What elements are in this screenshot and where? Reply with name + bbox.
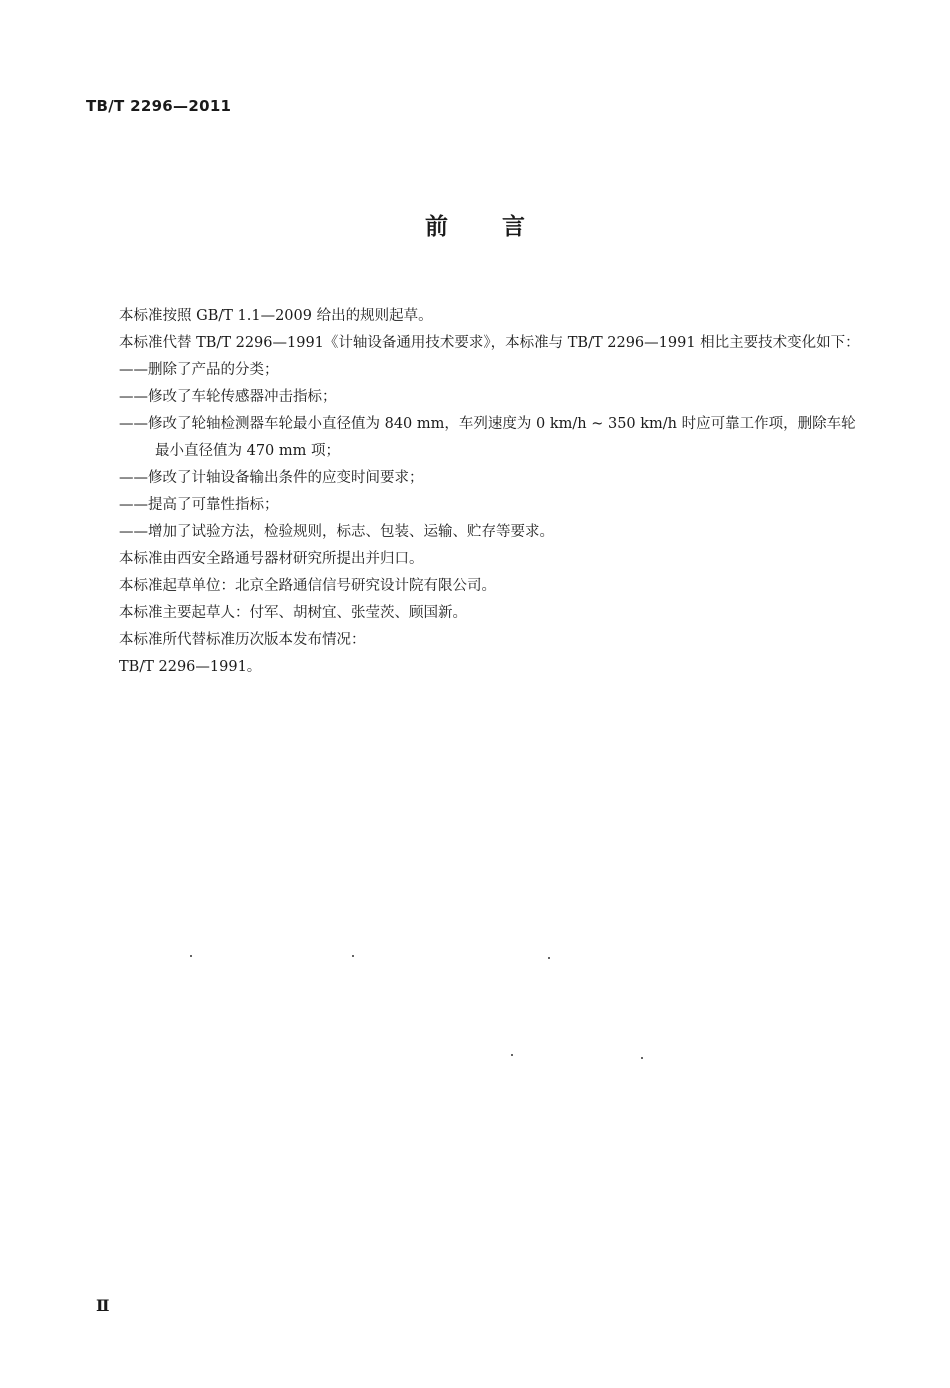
list-item: ——修改了计轴设备输出条件的应变时间要求； bbox=[119, 470, 424, 486]
page-number: Ⅱ bbox=[96, 1296, 110, 1315]
paragraph-drafters: 本标准主要起草人：付军、胡树宜、张莹茨、顾国新。 bbox=[119, 605, 467, 621]
preface-body bbox=[83, 303, 861, 681]
scan-speck bbox=[352, 955, 354, 957]
paragraph-history: 本标准所代替标准历次版本发布情况： bbox=[119, 632, 366, 648]
paragraph-drafting-unit: 本标准起草单位：北京全路通信信号研究设计院有限公司。 bbox=[119, 578, 496, 594]
document-code: TB/T 2296—2011 bbox=[86, 97, 232, 115]
list-item: ——提高了可靠性指标； bbox=[119, 497, 279, 513]
paragraph-replacement: 本标准代替 TB/T 2296—1991《计轴设备通用技术要求》，本标准与 TB/T 2296—1991 相比主要技术变化如下： bbox=[119, 335, 860, 351]
scan-speck bbox=[190, 955, 192, 957]
list-item: ——增加了试验方法，检验规则，标志、包装、运输、贮存等要求。 bbox=[119, 524, 554, 540]
paragraph-proposer: 本标准由西安全路通号器材研究所提出并归口。 bbox=[119, 551, 424, 567]
section-title: 前言 bbox=[425, 214, 579, 240]
paragraph-history-version: TB/T 2296—1991。 bbox=[119, 659, 262, 675]
paragraph-drafting-rules: 本标准按照 GB/T 1.1—2009 给出的规则起草。 bbox=[119, 308, 433, 324]
list-item: ——修改了轮轴检测器车轮最小直径值为 840 mm，车列速度为 0 km/h ~ 350 km/h 时应可靠工作项，删除车轮最小直径值为 470 mm 项； bbox=[119, 416, 856, 459]
list-item: ——删除了产品的分类； bbox=[119, 362, 279, 378]
list-item: ——修改了车轮传感器冲击指标； bbox=[119, 389, 337, 405]
scan-speck bbox=[511, 1054, 513, 1056]
scan-speck bbox=[641, 1057, 643, 1059]
scan-speck bbox=[548, 957, 550, 959]
